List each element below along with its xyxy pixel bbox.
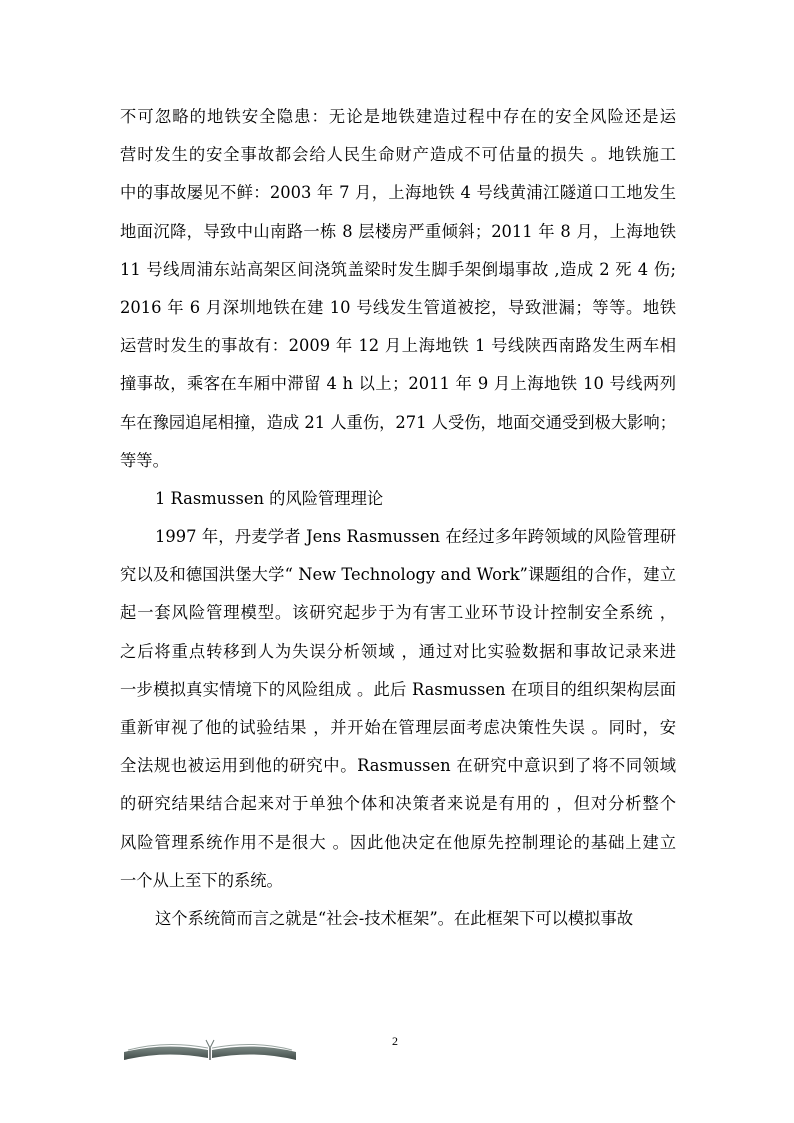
text-line: 一步模拟真实情境下的风险组成 。此后 Rasmussen 在项目的组织架构层面 — [120, 679, 676, 699]
text-line: 1997 年，丹麦学者 Jens Rasmussen 在经过多年跨领域的风险管理研 — [155, 527, 676, 547]
text-line: 中的事故屡见不鲜：2003 年 7 月，上海地铁 4 号线黄浦江隧道口工地发生 — [120, 183, 676, 203]
text-line: 究以及和德国洪堡大学“ New Technology and Work”课题组的合作，建立 — [120, 565, 676, 585]
text-line: 起一套风险管理模型。该研究起步于为有害工业环节设计控制安全系统 ， — [120, 603, 676, 623]
text-line: 风险管理系统作用不是很大 。因此他决定在他原先控制理论的基础上建立 — [120, 832, 676, 852]
text-line: 不可忽略的地铁安全隐患：无论是地铁建造过程中存在的安全风险还是运 — [120, 107, 676, 126]
text-line: 之后将重点转移到人为失误分析领域 ，通过对比实验数据和事故记录来进 — [120, 641, 676, 661]
section-heading: 1 Rasmussen 的风险管理理论 — [155, 488, 384, 508]
text-line: 的研究结果结合起来对于单独个体和决策者来说是有用的 ，但对分析整个 — [120, 794, 676, 814]
text-line: 地面沉降，导致中山南路一栋 8 层楼房严重倾斜；2011 年 8 月，上海地铁 — [120, 221, 676, 241]
text-line: 2016 年 6 月深圳地铁在建 10 号线发生管道被挖，导致泄漏；等等。地铁 — [120, 297, 676, 317]
text-line: 11 号线周浦东站高架区间浇筑盖梁时发生脚手架倒塌事故 ,造成 2 死 4 伤; — [120, 259, 676, 279]
text-line: 这个系统简而言之就是“社会-技术框架”。在此框架下可以模拟事故 — [155, 908, 634, 928]
text-line: 一个从上至下的系统。 — [120, 870, 283, 890]
body-text — [120, 98, 676, 938]
text-line: 重新审视了他的试验结果 ，并开始在管理层面考虑决策性失误 。同时，安 — [120, 718, 676, 737]
text-line: 撞事故，乘客在车厢中滞留 4 h 以上；2011 年 9 月上海地铁 10 号线两列 — [120, 374, 676, 394]
text-line: 全法规也被运用到他的研究中。Rasmussen 在研究中意识到了将不同领域 — [120, 756, 676, 776]
text-line: 运营时发生的事故有：2009 年 12 月上海地铁 1 号线陕西南路发生两车相 — [120, 336, 676, 356]
text-line: 营时发生的安全事故都会给人民生命财产造成不可估量的损失 。地铁施工 — [120, 145, 676, 165]
open-book-icon — [120, 1036, 300, 1062]
page-number: 2 — [392, 1034, 398, 1048]
text-line: 等等。 — [120, 450, 169, 470]
text-line: 车在豫园追尾相撞，造成 21 人重伤，271 人受伤，地面交通受到极大影响； — [120, 412, 676, 432]
